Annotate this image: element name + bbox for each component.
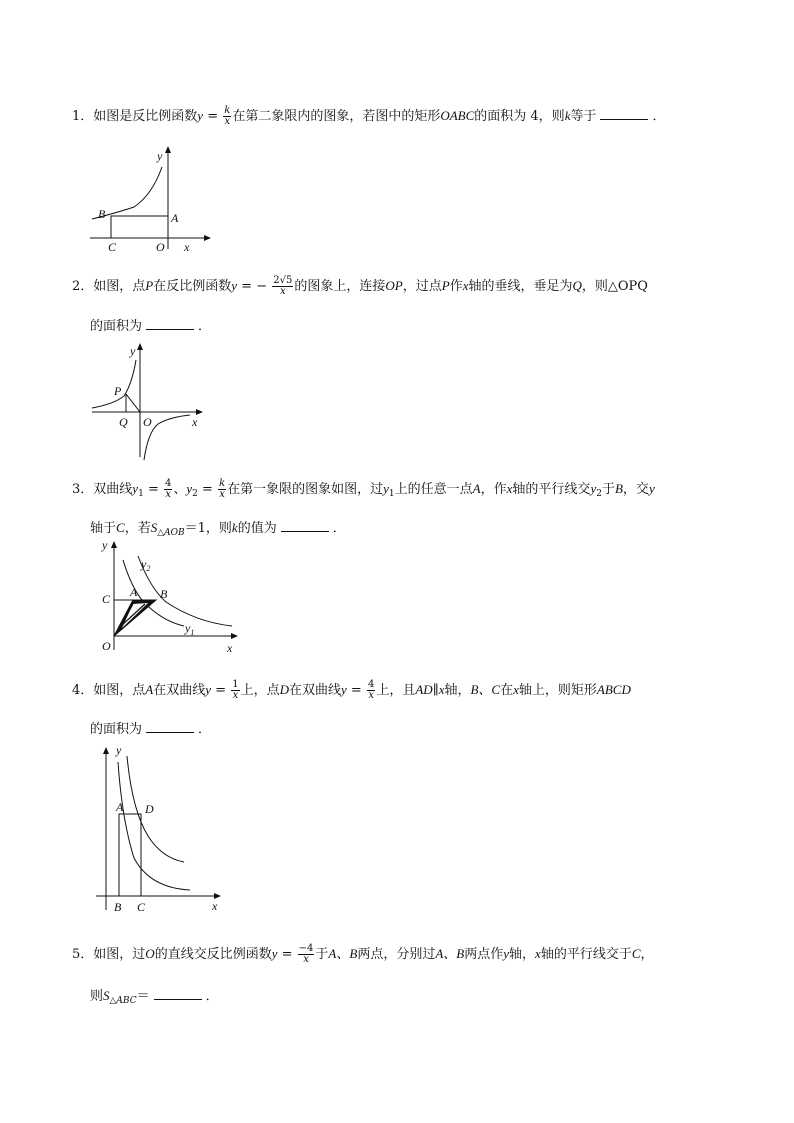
q4-fraction-1	[231, 680, 239, 701]
q2-text: 轴的垂线，垂足为	[468, 279, 573, 294]
q5-text: 轴，	[509, 947, 536, 962]
var-d: D	[279, 682, 289, 697]
q3-text: 双曲线	[93, 482, 133, 497]
answer-blank[interactable]	[146, 720, 194, 733]
label-x: x	[227, 641, 233, 655]
q3-text: 轴于	[90, 521, 117, 536]
answer-blank[interactable]	[154, 987, 202, 1000]
q5-text: ＝	[136, 989, 150, 1004]
frac-den: x	[303, 954, 309, 965]
q4-text: 的面积为	[90, 722, 143, 737]
label-a: A	[171, 211, 179, 225]
y-axis-arrow	[111, 541, 117, 548]
period: ．	[198, 722, 212, 737]
var-y: y	[648, 481, 655, 496]
subscript: 2	[596, 489, 602, 499]
label-y: y	[116, 743, 122, 757]
var-y: y	[197, 108, 204, 123]
label-y: y	[130, 344, 136, 358]
q3-text: ，作	[480, 482, 507, 497]
var-a: A	[145, 682, 154, 697]
label-y: y	[157, 149, 163, 163]
x-axis-arrow	[204, 235, 211, 241]
parallel-ad: AD∥x	[415, 682, 445, 697]
curve-4-over-x	[127, 756, 184, 862]
label-x: x	[192, 415, 198, 429]
question-2-line2	[90, 315, 211, 334]
answer-blank[interactable]	[600, 107, 648, 120]
label-o: O	[143, 415, 152, 429]
question-4	[72, 680, 631, 701]
q4-text: 轴上，则矩形	[518, 683, 597, 698]
label-a: A	[116, 800, 124, 814]
var-y2: y	[186, 481, 193, 496]
minus: −	[256, 279, 272, 294]
q3-text: ，若	[124, 521, 151, 536]
var-ab: A、B	[328, 946, 358, 961]
q3-text: ，交	[622, 482, 649, 497]
var-p: P	[441, 278, 450, 293]
q1-text: 在第二象限内的图象，若图中的矩形	[232, 109, 441, 124]
frac-num: 4	[164, 478, 172, 489]
equals: =	[203, 109, 223, 124]
var-y: y	[231, 278, 238, 293]
label-o: O	[156, 240, 165, 254]
separator: 、	[173, 482, 187, 497]
var-y1: y	[383, 481, 389, 496]
q2-text: ，过点	[402, 279, 442, 294]
x-axis-arrow	[231, 633, 238, 639]
q5-text: 则	[90, 989, 104, 1004]
subscript: 2	[192, 489, 198, 499]
rectangle-oabc	[111, 216, 168, 238]
frac-den: x	[165, 489, 171, 500]
label-p: P	[114, 384, 122, 398]
frac-den: x	[224, 116, 231, 127]
q5-text: ，	[640, 947, 654, 962]
q3-fraction-2	[218, 479, 226, 500]
q3-text: 的值为	[237, 521, 277, 536]
period: ．	[332, 521, 346, 536]
var-x: x	[535, 946, 541, 961]
var-s: S	[150, 520, 158, 535]
q2-text: ，则△OPQ	[581, 279, 648, 294]
equals: =	[237, 279, 257, 294]
q1-text: 等于	[570, 109, 597, 124]
q1-var-k: k	[564, 108, 571, 123]
frac-num: 1	[232, 679, 239, 690]
subscript: 1	[388, 489, 395, 499]
question-2	[72, 276, 648, 297]
question-3	[72, 479, 655, 504]
segment-op	[126, 394, 140, 412]
q2-text: 的面积为	[90, 319, 143, 334]
q4-number: 4．	[72, 683, 94, 698]
figure-4	[92, 740, 232, 920]
q4-text: 上，点	[240, 683, 280, 698]
q4-text: 在双曲线	[289, 683, 342, 698]
equals: =	[346, 683, 366, 698]
q5-text: 如图，过	[93, 947, 146, 962]
var-o: O	[145, 946, 155, 961]
label-y: y	[102, 538, 108, 552]
period: ．	[198, 319, 212, 334]
q1-number: 1．	[72, 109, 94, 124]
var-a: A	[472, 481, 481, 496]
var-c: C	[116, 520, 125, 535]
frac-num: 4	[367, 679, 375, 690]
label-b: B	[160, 587, 168, 601]
q2-text: 的图象上，连接	[294, 279, 386, 294]
label-b: B	[98, 207, 106, 221]
y-axis-arrow	[103, 747, 109, 754]
q2-text: 作	[449, 279, 463, 294]
frac-num: k	[224, 105, 231, 116]
frac-num: 2√5	[273, 275, 293, 286]
question-3-line2	[90, 517, 346, 538]
q1-rect-name: OABC	[440, 108, 475, 123]
segment-op: OP	[385, 278, 403, 293]
y-axis-arrow	[137, 343, 143, 350]
var-q: Q	[572, 278, 582, 293]
label-x: x	[184, 240, 190, 254]
answer-blank[interactable]	[281, 519, 329, 532]
q3-text: 于	[601, 482, 615, 497]
var-bc: B、C	[470, 682, 501, 697]
frac-num: −4	[298, 943, 314, 954]
q5-number: 5．	[72, 947, 94, 962]
var-y: y	[341, 682, 347, 697]
var-y: y	[271, 946, 278, 961]
frac-den: x	[279, 286, 286, 297]
frac-den: x	[232, 690, 239, 701]
question-4-line2	[90, 718, 211, 737]
q1-text: 如图是反比例函数	[93, 109, 198, 124]
curve-1-over-x	[118, 762, 190, 890]
q3-number: 3．	[72, 482, 94, 497]
question-5	[72, 944, 654, 965]
label-y1: $y_1$	[185, 621, 195, 637]
label-x: x	[212, 899, 218, 913]
q3-fraction-1	[164, 479, 172, 500]
q3-text: ＝1，则	[184, 521, 232, 536]
q1-fraction	[223, 106, 231, 127]
figure-3	[96, 538, 246, 658]
q5-text: 两点，分别过	[357, 947, 436, 962]
y-axis-arrow	[165, 146, 171, 153]
label-a: A	[130, 585, 138, 599]
equals: =	[143, 482, 163, 497]
frac-den: x	[219, 489, 225, 500]
label-c: C	[102, 592, 111, 606]
figure-1	[86, 145, 216, 255]
frac-num: k	[219, 478, 226, 489]
var-x: x	[513, 682, 519, 697]
var-x: x	[506, 481, 513, 496]
q4-text: 在	[500, 683, 514, 698]
subscript-aob: △AOB	[157, 528, 185, 538]
question-5-line2	[90, 985, 219, 1006]
period: ．	[652, 109, 666, 124]
q2-fraction	[272, 276, 293, 297]
q2-text: 如图，点	[93, 279, 146, 294]
equals: =	[211, 683, 231, 698]
equals: =	[197, 482, 218, 497]
frac-den: x	[368, 690, 374, 701]
q5-text: 两点作	[464, 947, 504, 962]
period: ．	[205, 989, 219, 1004]
var-y2: y	[590, 481, 597, 496]
q4-text: 上，且	[376, 683, 416, 698]
var-y: y	[503, 946, 510, 961]
q4-text: 在双曲线	[153, 683, 206, 698]
q2-text: 在反比例函数	[153, 279, 232, 294]
rectangle-abcd	[119, 814, 141, 896]
curve-y2	[138, 556, 232, 626]
subscript-abc: △ABC	[109, 996, 137, 1006]
subscript: 1	[138, 489, 144, 499]
q5-text: 于	[315, 947, 329, 962]
q3-text: 上的任意一点	[394, 482, 473, 497]
label-o: O	[102, 639, 111, 653]
answer-blank[interactable]	[146, 317, 194, 330]
q3-text: 在第一象限的图象如图，过	[227, 482, 384, 497]
q1-text: 的面积为 4，则	[474, 109, 565, 124]
q2-number: 2．	[72, 279, 94, 294]
figure-2	[88, 342, 208, 462]
var-s: S	[103, 988, 110, 1003]
equals: =	[277, 947, 297, 962]
var-y1: y	[132, 481, 139, 496]
var-p: P	[145, 278, 154, 293]
q4-text: 轴，	[444, 683, 471, 698]
label-q: Q	[119, 415, 128, 429]
var-ab: A、B	[435, 946, 465, 961]
rect-abcd: ABCD	[596, 682, 631, 697]
q5-text: 轴的平行线交于	[540, 947, 632, 962]
label-c: C	[108, 240, 117, 254]
q3-text: 轴的平行线交	[512, 482, 591, 497]
q5-fraction	[298, 944, 315, 965]
q4-text: 如图，点	[93, 683, 146, 698]
label-y2: $y_2$	[141, 557, 151, 573]
q5-text: 的直线交反比例函数	[154, 947, 272, 962]
var-b: B	[614, 481, 623, 496]
var-y: y	[205, 682, 212, 697]
label-b: B	[114, 900, 122, 914]
label-c: C	[137, 900, 146, 914]
question-1	[72, 106, 666, 127]
var-k: k	[231, 520, 238, 535]
q4-fraction-2	[367, 680, 375, 701]
var-x: x	[462, 278, 469, 293]
var-c: C	[631, 946, 641, 961]
label-d: D	[145, 802, 154, 816]
